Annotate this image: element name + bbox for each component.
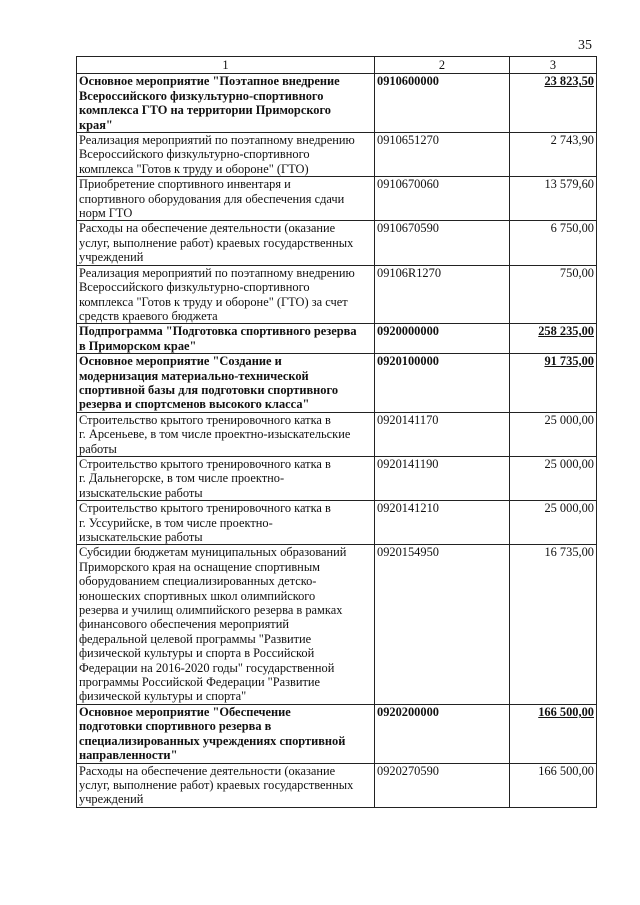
row-amount: 23 823,50 bbox=[510, 74, 597, 133]
row-code: 0910670590 bbox=[375, 221, 510, 265]
description-line: изыскательские работы bbox=[79, 530, 203, 544]
description-line: направленности" bbox=[79, 748, 178, 763]
table-row bbox=[77, 221, 597, 265]
description-line: комплекса "Готов к труду и обороне" (ГТО) bbox=[79, 161, 309, 176]
row-description bbox=[77, 412, 375, 456]
table-row bbox=[77, 545, 597, 704]
description-line: изыскательские работы bbox=[79, 485, 203, 500]
row-description bbox=[77, 456, 375, 500]
row-amount: 258 235,00 bbox=[510, 324, 597, 354]
description-line: юношеских спортивных школ олимпийского bbox=[79, 588, 316, 603]
table-header-row bbox=[77, 57, 597, 74]
row-amount: 166 500,00 bbox=[510, 763, 597, 807]
row-description bbox=[77, 501, 375, 545]
description-line: резерва и спортсменов высокого класса" bbox=[79, 397, 310, 412]
row-amount: 25 000,00 bbox=[510, 501, 597, 545]
description-line: услуг, выполнение работ) краевых государственных bbox=[79, 777, 354, 792]
row-code: 0920141210 bbox=[375, 501, 510, 545]
table-row bbox=[77, 324, 597, 354]
description-line: специализированных учреждениях спортивной bbox=[79, 733, 346, 748]
row-code: 09106R1270 bbox=[375, 265, 510, 324]
table-row bbox=[77, 177, 597, 221]
description-line: учреждений bbox=[79, 792, 144, 807]
description-line: Реализация мероприятий по поэтапному внедрению bbox=[79, 265, 355, 280]
description-line: физической культуры и спорта в Российской bbox=[79, 646, 315, 661]
row-code: 0910670060 bbox=[375, 177, 510, 221]
row-description bbox=[77, 177, 375, 221]
description-line: г. Уссурийске, в том числе проектно- bbox=[79, 515, 273, 530]
description-line: Основное мероприятие "Поэтапное внедрение bbox=[79, 74, 340, 89]
row-description bbox=[77, 265, 375, 324]
table-row bbox=[77, 704, 597, 763]
row-code: 0920154950 bbox=[375, 545, 510, 704]
row-description bbox=[77, 354, 375, 413]
row-description bbox=[77, 763, 375, 807]
column-header-2: 2 bbox=[375, 57, 510, 74]
row-code: 0920200000 bbox=[375, 704, 510, 763]
page-number: 35 bbox=[578, 38, 592, 53]
description-line: г. Арсеньеве, в том числе проектно-изыскательские bbox=[79, 427, 351, 442]
row-description bbox=[77, 133, 375, 177]
column-header-1: 1 bbox=[77, 57, 375, 74]
description-line: норм ГТО bbox=[79, 206, 133, 221]
description-line: финансового обеспечения мероприятий bbox=[79, 617, 289, 632]
row-code: 0910600000 bbox=[375, 74, 510, 133]
description-line: Приморского края на оснащение спортивным bbox=[79, 559, 320, 574]
row-amount: 2 743,90 bbox=[510, 133, 597, 177]
description-line: Основное мероприятие "Создание и bbox=[79, 354, 282, 369]
description-line: Расходы на обеспечение деятельности (оказание bbox=[79, 221, 336, 236]
description-line: федеральной целевой программы "Развитие bbox=[79, 631, 312, 646]
description-line: в Приморском крае" bbox=[79, 338, 197, 353]
row-code: 0920100000 bbox=[375, 354, 510, 413]
table-row bbox=[77, 74, 597, 133]
row-code: 0920141170 bbox=[375, 412, 510, 456]
row-description bbox=[77, 704, 375, 763]
description-line: Субсидии бюджетам муниципальных образований bbox=[79, 545, 347, 560]
description-line: Реализация мероприятий по поэтапному внедрению bbox=[79, 133, 355, 148]
description-line: услуг, выполнение работ) краевых государственных bbox=[79, 235, 354, 250]
row-description bbox=[77, 74, 375, 133]
description-line: Всероссийского физкультурно-спортивного bbox=[79, 147, 310, 162]
table-row bbox=[77, 265, 597, 324]
table-row bbox=[77, 501, 597, 545]
description-line: физической культуры и спорта" bbox=[79, 689, 247, 704]
description-line: подготовки спортивного резерва в bbox=[79, 719, 272, 734]
description-line: Строительство крытого тренировочного катка в bbox=[79, 501, 331, 516]
table-row bbox=[77, 412, 597, 456]
row-code: 0920270590 bbox=[375, 763, 510, 807]
description-line: Основное мероприятие "Обеспечение bbox=[79, 704, 291, 719]
description-line: резерва и училищ олимпийского резерва в рамках bbox=[79, 603, 343, 618]
table-row bbox=[77, 354, 597, 413]
description-line: модернизация материально-технической bbox=[79, 368, 309, 383]
description-line: Расходы на обеспечение деятельности (оказание bbox=[79, 763, 336, 778]
row-description bbox=[77, 221, 375, 265]
description-line: оборудованием специализированных детско- bbox=[79, 574, 317, 589]
description-line: средств краевого бюджета bbox=[79, 308, 218, 323]
description-line: Всероссийского физкультурно-спортивного bbox=[79, 280, 310, 295]
row-amount: 6 750,00 bbox=[510, 221, 597, 265]
description-line: Строительство крытого тренировочного катка в bbox=[79, 412, 331, 427]
table-row bbox=[77, 133, 597, 177]
row-amount: 25 000,00 bbox=[510, 456, 597, 500]
row-amount: 166 500,00 bbox=[510, 704, 597, 763]
description-line: работы bbox=[79, 441, 117, 456]
description-line: спортивной базы для подготовки спортивного bbox=[79, 382, 339, 397]
row-code: 0920000000 bbox=[375, 324, 510, 354]
description-line: учреждений bbox=[79, 250, 144, 265]
description-line: Всероссийского физкультурно-спортивного bbox=[79, 88, 324, 103]
description-line: спортивного оборудования для обеспечения сдачи bbox=[79, 191, 345, 206]
row-description bbox=[77, 545, 375, 704]
budget-table bbox=[76, 56, 597, 808]
description-line: Подпрограмма "Подготовка спортивного резерва bbox=[79, 324, 357, 339]
description-line: Приобретение спортивного инвентаря и bbox=[79, 177, 291, 192]
description-line: комплекса ГТО на территории Приморского bbox=[79, 103, 331, 118]
table-row bbox=[77, 763, 597, 807]
column-header-3: 3 bbox=[510, 57, 597, 74]
row-amount: 13 579,60 bbox=[510, 177, 597, 221]
row-amount: 25 000,00 bbox=[510, 412, 597, 456]
table-row bbox=[77, 456, 597, 500]
description-line: программы Российской Федерации "Развитие bbox=[79, 675, 321, 690]
description-line: комплекса "Готов к труду и обороне" (ГТО) за счет bbox=[79, 294, 348, 309]
description-line: Строительство крытого тренировочного катка в bbox=[79, 456, 331, 471]
description-line: края" bbox=[79, 117, 113, 132]
description-line: г. Дальнегорске, в том числе проектно- bbox=[79, 471, 285, 486]
row-amount: 750,00 bbox=[510, 265, 597, 324]
row-amount: 16 735,00 bbox=[510, 545, 597, 704]
row-amount: 91 735,00 bbox=[510, 354, 597, 413]
row-description bbox=[77, 324, 375, 354]
description-line: Федерации на 2016-2020 годы" государственной bbox=[79, 660, 335, 675]
row-code: 0910651270 bbox=[375, 133, 510, 177]
row-code: 0920141190 bbox=[375, 456, 510, 500]
